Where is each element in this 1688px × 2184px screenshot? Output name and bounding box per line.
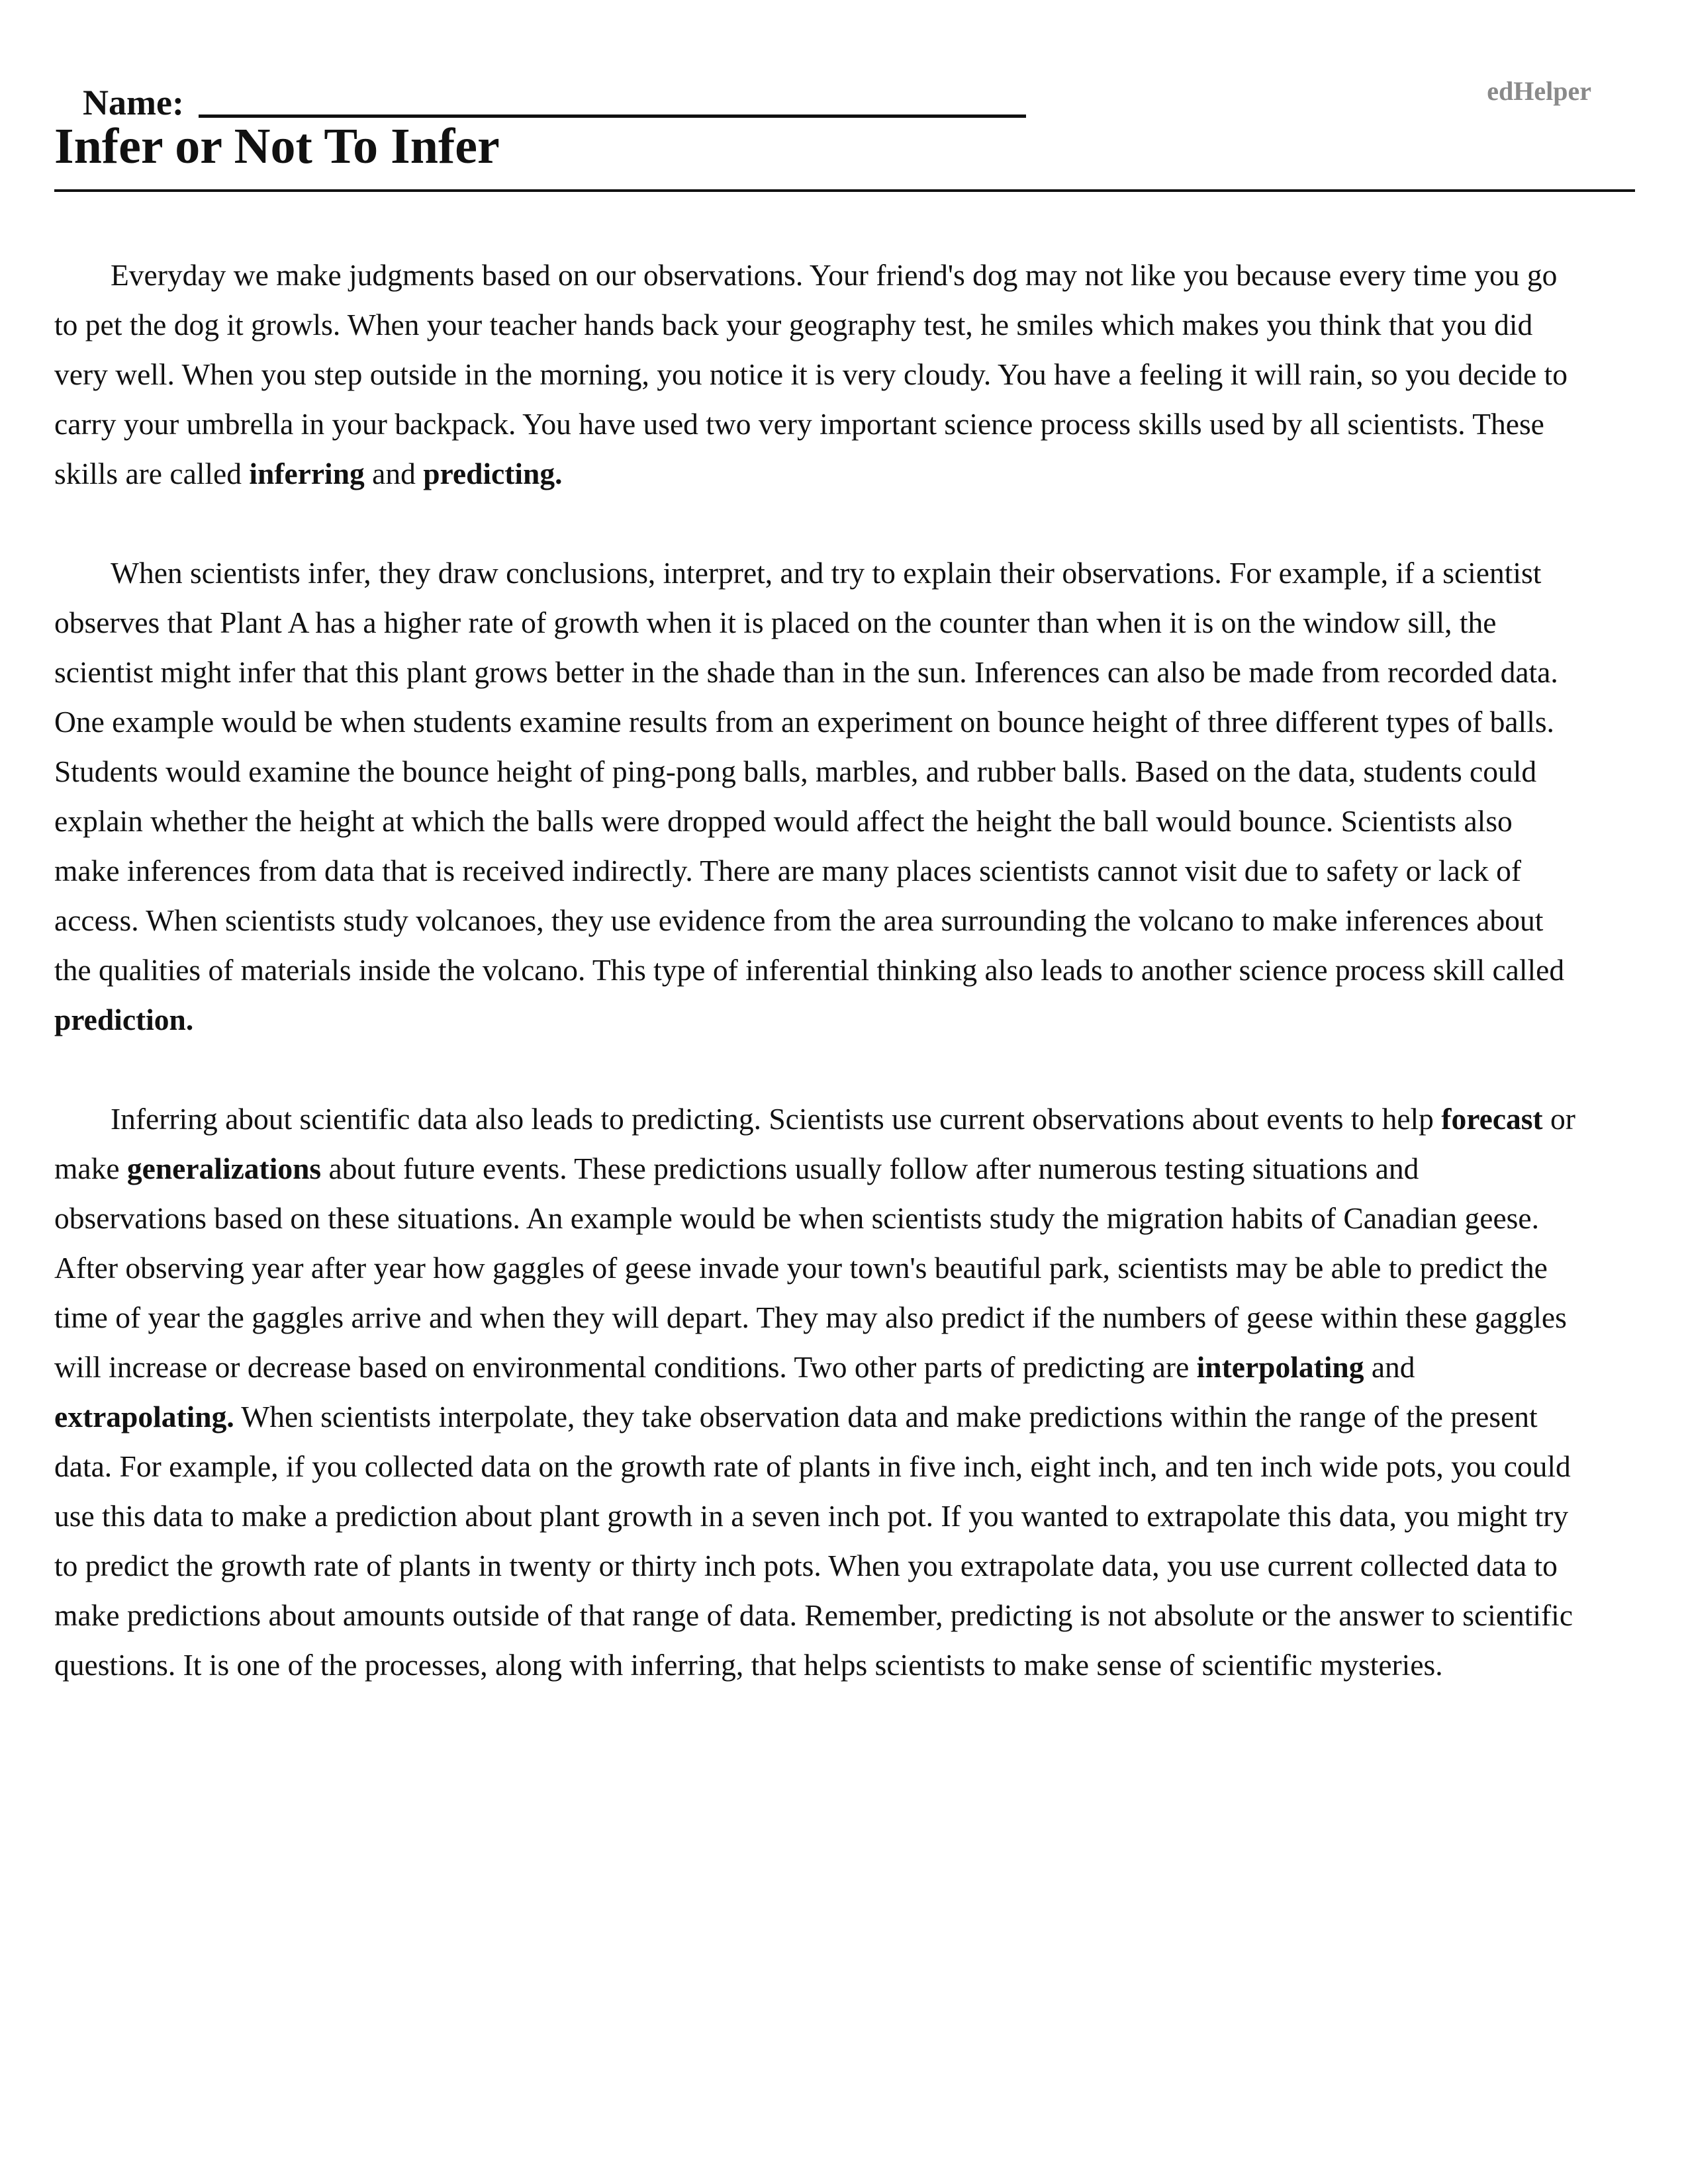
passage bbox=[54, 250, 1577, 1739]
paragraph-1 bbox=[54, 250, 1577, 498]
key-term: interpolating bbox=[1196, 1350, 1364, 1384]
brand-label: edHelper bbox=[1487, 76, 1591, 106]
key-term: forecast bbox=[1441, 1102, 1543, 1136]
text-segment: When scientists infer, they draw conclusions, interpret, and try to explain their observations. For example, if a scientist observes that Plant A has a higher rate of growth when it is placed on the counter than when it is on the window sill, the scientist might infer that this plant grows better in the shade than in the sun. Inferences can also be made from recorded data. One example would be when students examine results from an experiment on bounce height of three different types of balls. Students would examine the bounce height of ping-pong balls, marbles, and rubber balls. Based on the data, students could explain whether the height at which the balls were dropped would affect the height the ball would bounce. Scientists also make inferences from data that is received indirectly. There are many places scientists cannot visit due to safety or lack of access. When scientists study volcanoes, they use evidence from the area surrounding the volcano to make inferences about the qualities of materials inside the volcano. This type of inferential thinking also leads to another science process skill called bbox=[54, 556, 1565, 987]
text-segment: Inferring about scientific data also leads to predicting. Scientists use current observations about events to help bbox=[111, 1102, 1442, 1136]
text-segment: and bbox=[364, 457, 424, 490]
key-term: generalizations bbox=[126, 1152, 322, 1185]
page-title: Infer or Not To Infer bbox=[54, 118, 500, 174]
header-divider bbox=[54, 189, 1635, 192]
text-segment: and bbox=[1364, 1350, 1415, 1384]
text-segment: When scientists interpolate, they take observation data and make predictions within the range of the present data. For example, if you collected data on the growth rate of plants in five inch, eight inch, and ten inch wide pots, you could use this data to make a prediction about plant growth in a seven inch pot. If you wanted to extrapolate this data, you might try to predict the growth rate of plants in twenty or thirty inch pots. When you extrapolate data, you use current collected data to make predictions about amounts outside of that range of data. Remember, predicting is not absolute or the answer to scientific questions. It is one of the processes, along with inferring, that helps scientists to make sense of scientific mysteries. bbox=[54, 1400, 1573, 1682]
key-term: prediction. bbox=[54, 1003, 194, 1036]
key-term: inferring bbox=[249, 457, 365, 490]
key-term: extrapolating. bbox=[54, 1400, 234, 1433]
text-segment: or make bbox=[54, 1102, 1575, 1185]
paragraph-3 bbox=[54, 1094, 1577, 1690]
name-label: Name: bbox=[83, 83, 184, 122]
text-segment: Everyday we make judgments based on our observations. Your friend's dog may not like you because every time you go to pet the dog it growls. When your teacher hands back your geography test, he smiles which makes you think that you did very well. When you step outside in the morning, you notice it is very cloudy. You have a feeling it will rain, so you decide to carry your umbrella in your backpack. You have used two very important science process skills used by all scientists. These skills are called bbox=[54, 258, 1568, 490]
text-segment: about future events. These predictions usually follow after numerous testing situations and observations based on these situations. An example would be when scientists study the migration habits of Canadian geese. After observing year after year how gaggles of geese invade your town's beautiful park, scientists may be able to predict the time of year the gaggles arrive and when they will depart. They may also predict if the numbers of geese within these gaggles will increase or decrease based on environmental conditions. Two other parts of predicting are bbox=[54, 1152, 1567, 1384]
name-blank-line bbox=[199, 114, 1026, 118]
key-term: predicting. bbox=[423, 457, 563, 490]
name-row bbox=[83, 74, 1026, 120]
paragraph-2 bbox=[54, 548, 1577, 1044]
